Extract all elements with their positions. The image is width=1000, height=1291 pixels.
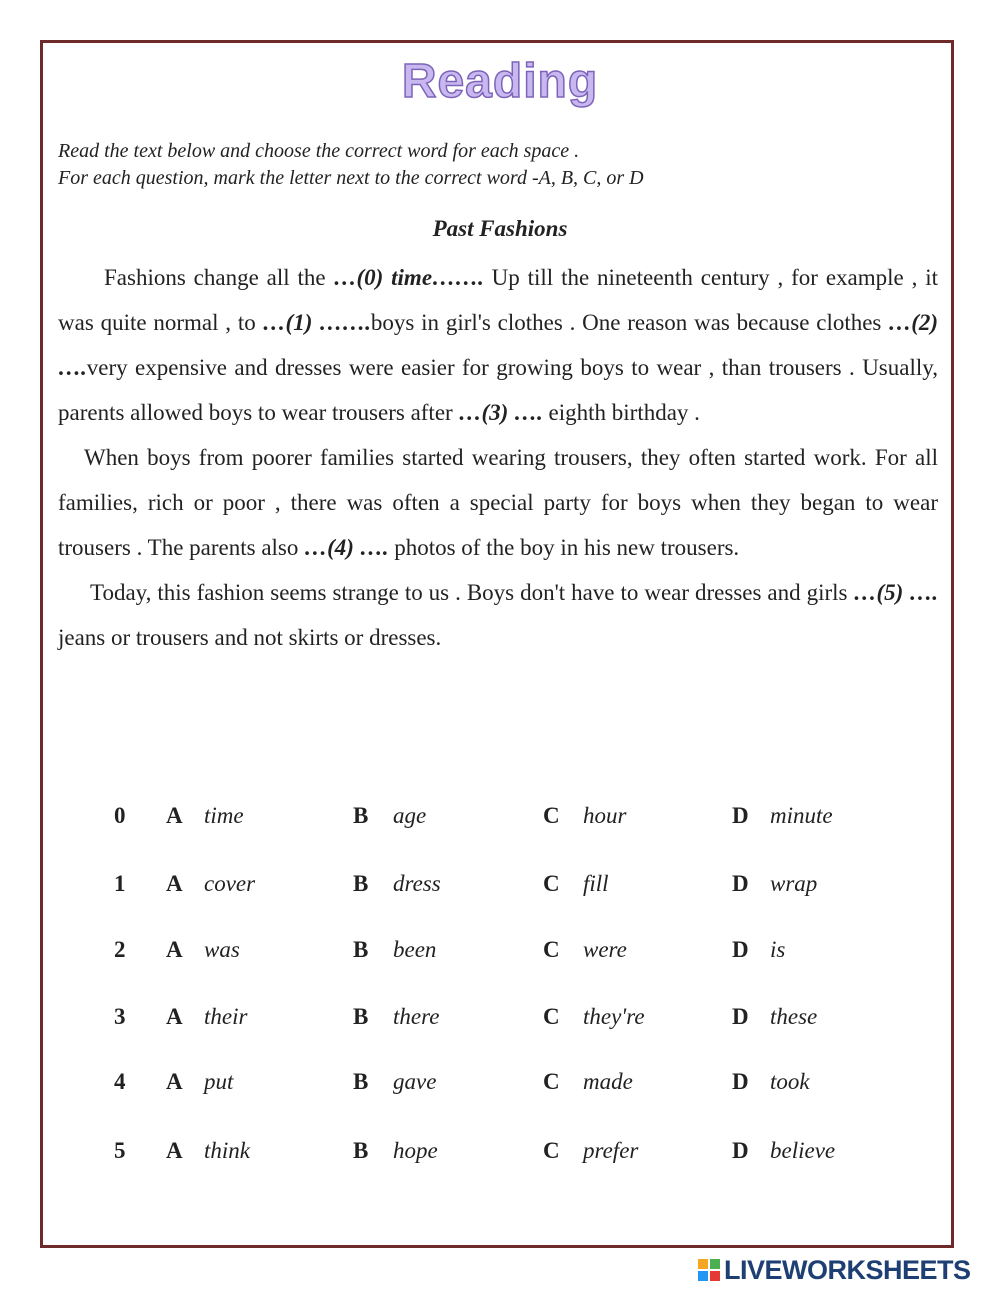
question-number: 0 (114, 803, 126, 828)
choice-letter-c[interactable]: C (543, 1138, 560, 1163)
choice-word[interactable]: minute (770, 803, 833, 828)
choice-letter-c[interactable]: C (543, 871, 560, 896)
choice-letter-d[interactable]: D (732, 803, 749, 828)
choice-letter-a[interactable]: A (166, 1004, 183, 1029)
choice-word[interactable]: is (770, 937, 786, 962)
choice-letter-b[interactable]: B (353, 1138, 369, 1163)
logo-text: LIVEWORKSHEETS (724, 1255, 971, 1285)
option-row-1 (0, 871, 1000, 905)
choice-letter-d[interactable]: D (732, 1004, 749, 1029)
choice-letter-b[interactable]: B (353, 871, 369, 896)
story-title: Past Fashions (432, 216, 568, 241)
choice-word[interactable]: believe (770, 1138, 836, 1163)
option-row-4 (0, 1069, 1000, 1103)
paragraph-3: Today, this fashion seems strange to us . Boys don't have to wear dresses and girls …(5) …. jeans or trousers and not skirts or dresses. (58, 580, 938, 650)
paragraph-1: Fashions change all the …(0) time……. Up till the nineteenth century , for example , it was quite normal , to …(1) …….boys in girl's clothes . One reason was because clothes …(2) ….very expensive and dresses were easier for growing boys to wear , than trousers . Usually, parents allowed boys to wear trousers after …(3) …. eighth birthday . (58, 265, 939, 425)
choice-word[interactable]: hour (583, 803, 627, 828)
choice-letter-d[interactable]: D (732, 1138, 749, 1163)
gap-4[interactable]: …(4) …. (304, 535, 389, 560)
logo-square (698, 1259, 708, 1269)
logo-square (710, 1259, 720, 1269)
choice-word[interactable]: cover (204, 871, 256, 896)
gap-0: …(0) time……. (333, 265, 484, 290)
choice-word[interactable]: took (770, 1069, 810, 1094)
choice-letter-a[interactable]: A (166, 803, 183, 828)
choice-word[interactable]: wrap (770, 871, 818, 896)
question-number: 4 (114, 1069, 126, 1094)
choice-letter-c[interactable]: C (543, 803, 560, 828)
gap-5[interactable]: …(5) …. (853, 580, 938, 605)
choice-letter-c[interactable]: C (543, 937, 560, 962)
gap-3[interactable]: …(3) …. (458, 400, 543, 425)
choice-word[interactable]: dress (393, 871, 441, 896)
choice-word[interactable]: fill (583, 871, 609, 896)
choice-letter-b[interactable]: B (353, 1004, 369, 1029)
logo-icon (698, 1259, 720, 1281)
choice-word[interactable]: think (204, 1138, 250, 1163)
choice-letter-c[interactable]: C (543, 1069, 560, 1094)
choice-letter-d[interactable]: D (732, 871, 749, 896)
choice-letter-d[interactable]: D (732, 937, 749, 962)
choice-word[interactable]: there (393, 1004, 440, 1029)
instruction-line-2: For each question, mark the letter next to the correct word -A, B, C, or D (58, 167, 644, 189)
choice-word[interactable]: gave (393, 1069, 437, 1094)
choice-word[interactable]: hope (393, 1138, 438, 1163)
question-number: 5 (114, 1138, 126, 1163)
option-row-0 (0, 803, 1000, 837)
choice-word[interactable]: been (393, 937, 437, 962)
choice-letter-c[interactable]: C (543, 1004, 560, 1029)
logo-square (710, 1271, 720, 1281)
choice-word[interactable]: these (770, 1004, 818, 1029)
choice-word[interactable]: put (204, 1069, 234, 1094)
logo-square (698, 1271, 708, 1281)
page-title: Reading (401, 55, 599, 108)
gap-1[interactable]: …(1) ……. (262, 310, 371, 335)
option-row-5 (0, 1138, 1000, 1172)
choice-word[interactable]: they're (583, 1004, 645, 1029)
choice-word[interactable]: were (583, 937, 627, 962)
choice-word[interactable]: time (204, 803, 244, 828)
choice-letter-b[interactable]: B (353, 937, 369, 962)
choice-letter-a[interactable]: A (166, 871, 183, 896)
choice-word[interactable]: was (204, 937, 240, 962)
choice-word[interactable]: their (204, 1004, 248, 1029)
option-row-3 (0, 1004, 1000, 1038)
choice-letter-d[interactable]: D (732, 1069, 749, 1094)
instruction-line-1: Read the text below and choose the correct word for each space . (58, 140, 580, 162)
choice-letter-a[interactable]: A (166, 1138, 183, 1163)
question-number: 1 (114, 871, 126, 896)
choice-word[interactable]: prefer (583, 1138, 639, 1163)
gap-2[interactable]: …(2) …. (58, 310, 939, 380)
choice-letter-a[interactable]: A (166, 1069, 183, 1094)
question-number: 3 (114, 1004, 126, 1029)
choice-word[interactable]: made (583, 1069, 633, 1094)
reading-passage (58, 255, 938, 660)
option-row-2 (0, 937, 1000, 971)
choice-word[interactable]: age (393, 803, 427, 828)
choice-letter-a[interactable]: A (166, 937, 183, 962)
question-number: 2 (114, 937, 126, 962)
paragraph-2: When boys from poorer families started wearing trousers, they often started work. For all families, rich or poor , there was often a special party for boys when they began to wear trousers . The parents also …(4) …. photos of the boy in his new trousers. (58, 445, 938, 560)
choice-letter-b[interactable]: B (353, 1069, 369, 1094)
choice-letter-b[interactable]: B (353, 803, 369, 828)
